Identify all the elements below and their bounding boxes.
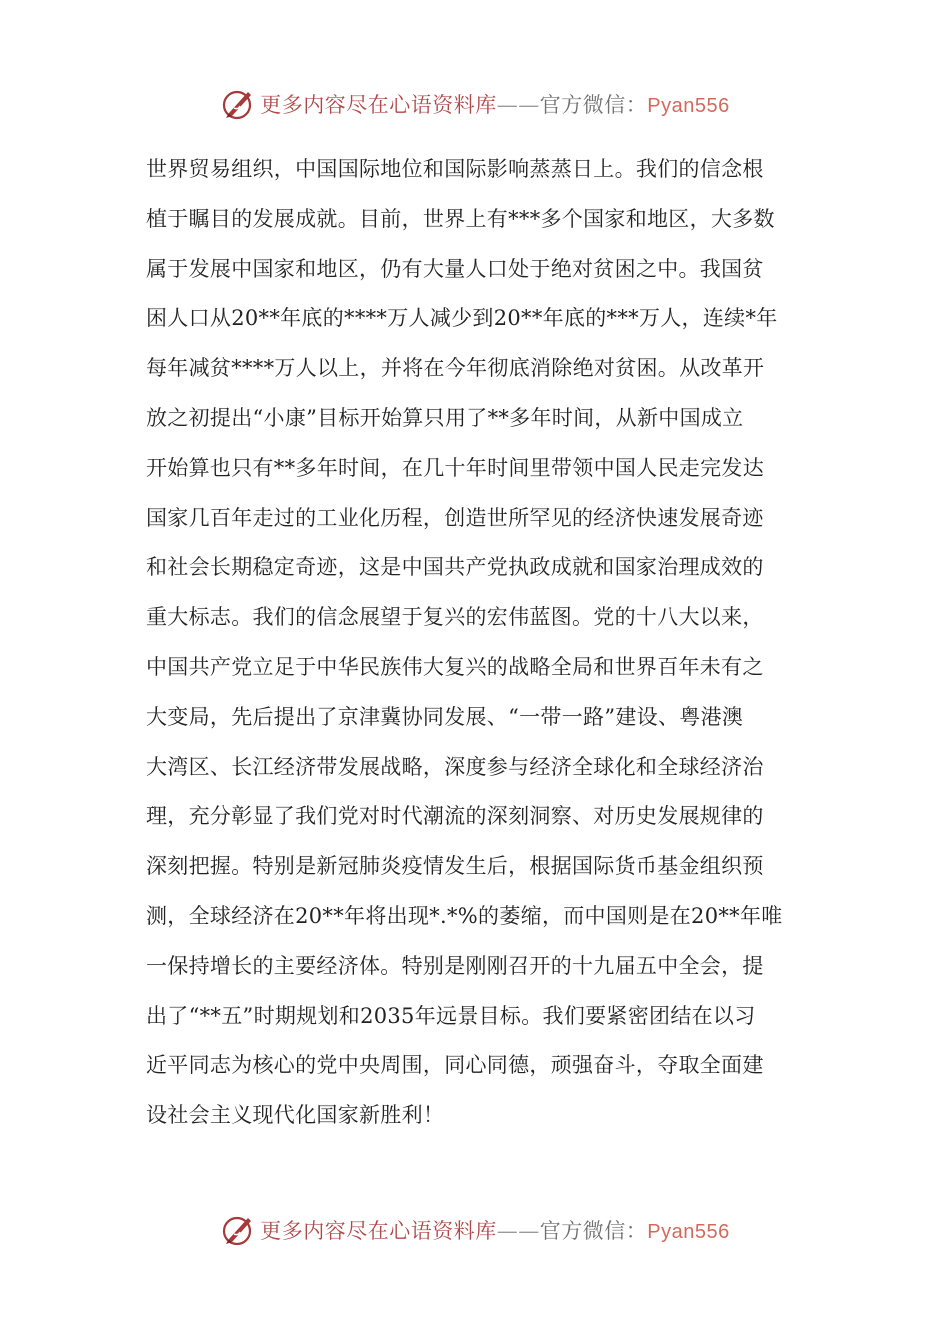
body-line: 困人口从20**年底的****万人减少到20**年底的***万人，连续*年 (146, 306, 778, 331)
document-body (146, 145, 806, 1141)
body-line: 大湾区、长江经济带发展战略，深度参与经济全球化和全球经济治 (146, 754, 764, 779)
footer-separator: —— (496, 1219, 540, 1243)
body-line: 测，全球经济在20**年将出现*.*%的萎缩，而中国则是在20**年唯 (146, 903, 783, 928)
pen-seal-logo-icon (220, 86, 256, 122)
footer-site-name: 更多内容尽在心语资料库 (260, 1219, 497, 1243)
header-site-name: 更多内容尽在心语资料库 (260, 93, 497, 117)
header-separator: —— (496, 93, 540, 117)
body-line: 植于瞩目的发展成就。目前，世界上有***多个国家和地区，大多数 (146, 206, 775, 231)
body-line: 大变局，先后提出了京津冀协同发展、“一带一路”建设、粤港澳 (146, 704, 744, 729)
body-line: 重大标志。我们的信念展望于复兴的宏伟蓝图。党的十八大以来， (146, 605, 764, 630)
footer-banner-text (260, 1215, 729, 1245)
body-line: 中国共产党立足于中华民族伟大复兴的战略全局和世界百年未有之 (146, 654, 764, 679)
footer-wechat-label: 官方微信： (539, 1219, 648, 1243)
body-line: 和社会长期稳定奇迹，这是中国共产党执政成就和国家治理成效的 (146, 555, 764, 580)
body-line: 设社会主义现代化国家新胜利！ (146, 1103, 445, 1128)
body-line: 放之初提出“小康”目标开始算只用了**多年时间，从新中国成立 (146, 405, 744, 430)
header-banner (0, 84, 950, 124)
body-line: 开始算也只有**多年时间，在几十年时间里带领中国人民走完发达 (146, 455, 764, 480)
footer-banner (0, 1210, 950, 1250)
body-line: 近平同志为核心的党中央周围，同心同德，顽强奋斗，夺取全面建 (146, 1053, 764, 1078)
header-banner-text (260, 89, 729, 119)
header-wechat-id: Pyan556 (647, 95, 730, 117)
body-line: 属于发展中国家和地区，仍有大量人口处于绝对贫困之中。我国贫 (146, 256, 764, 281)
body-line: 每年减贫****万人以上，并将在今年彻底消除绝对贫困。从改革开 (146, 356, 765, 381)
footer-wechat-id: Pyan556 (647, 1221, 730, 1243)
body-line: 深刻把握。特别是新冠肺炎疫情发生后，根据国际货币基金组织预 (146, 854, 764, 879)
pen-seal-logo-icon (220, 1212, 256, 1248)
body-line: 世界贸易组织，中国国际地位和国际影响蒸蒸日上。我们的信念根 (146, 157, 764, 181)
header-wechat-label: 官方微信： (539, 93, 648, 117)
body-line: 一保持增长的主要经济体。特别是刚刚召开的十九届五中全会，提 (146, 953, 764, 978)
body-line: 理，充分彰显了我们党对时代潮流的深刻洞察、对历史发展规律的 (146, 804, 764, 829)
body-line: 出了“**五”时期规划和2035年远景目标。我们要紧密团结在以习 (146, 1003, 756, 1028)
body-line: 国家几百年走过的工业化历程，创造世所罕见的经济快速发展奇迹 (146, 505, 764, 530)
